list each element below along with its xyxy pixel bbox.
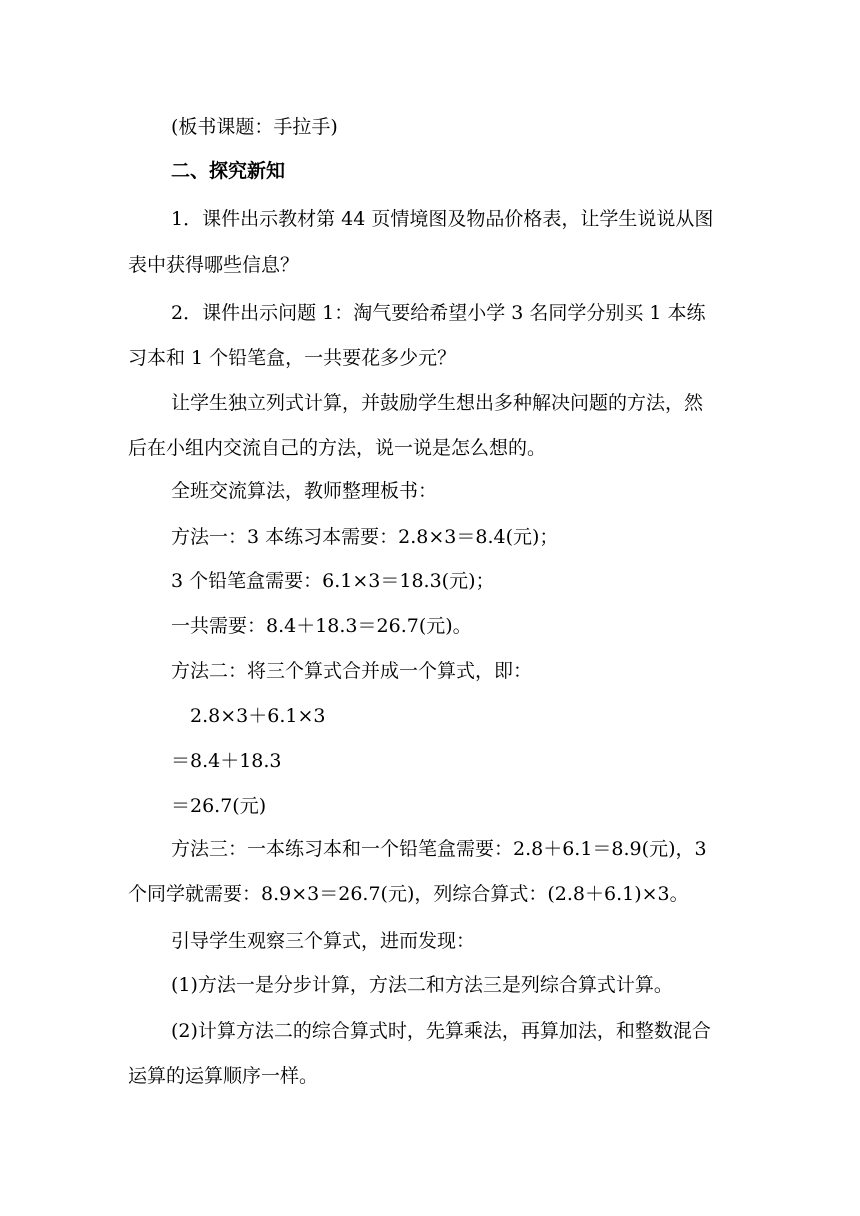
instruction-line2: 后在小组内交流自己的方法，说一说是怎么想的。 bbox=[128, 437, 547, 459]
item1-line2: 表中获得哪些信息？ bbox=[128, 254, 300, 276]
method3-line2: 个同学就需要：8.9×3＝26.7(元)，列综合算式：(2.8＋6.1)×3。 bbox=[128, 883, 689, 905]
method1-line1: 方法一：3 本练习本需要：2.8×3＝8.4(元)； bbox=[171, 526, 559, 548]
finding2-line2: 运算的运算顺序一样。 bbox=[128, 1065, 319, 1087]
instruction-line1: 让学生独立列式计算，并鼓励学生想出多种解决问题的方法，然 bbox=[171, 392, 704, 414]
item1-line1: 1．课件出示教材第 44 页情境图及物品价格表，让学生说说从图 bbox=[171, 208, 714, 230]
method2-intro: 方法二：将三个算式合并成一个算式，即： bbox=[171, 660, 533, 682]
item2-line1: 2．课件出示问题 1：淘气要给希望小学 3 名同学分别买 1 本练 bbox=[171, 302, 706, 324]
method3-line1: 方法三：一本练习本和一个铅笔盒需要：2.8＋6.1＝8.9(元)，3 bbox=[171, 838, 707, 860]
method2-step3: ＝26.7(元) bbox=[171, 795, 267, 817]
method2-step2: ＝8.4＋18.3 bbox=[171, 750, 282, 772]
method2-step1: 2.8×3＋6.1×3 bbox=[190, 705, 326, 727]
class-exchange: 全班交流算法，教师整理板书： bbox=[171, 480, 438, 502]
finding2-line1: (2)计算方法二的综合算式时，先算乘法，再算加法，和整数混合 bbox=[171, 1020, 711, 1042]
guide-text: 引导学生观察三个算式，进而发现： bbox=[171, 930, 476, 952]
board-title: (板书课题：手拉手) bbox=[171, 116, 338, 138]
item2-line2: 习本和 1 个铅笔盒，一共要花多少元？ bbox=[128, 347, 457, 369]
method1-line3: 一共需要：8.4＋18.3＝26.7(元)。 bbox=[171, 615, 472, 637]
section-heading: 二、探究新知 bbox=[171, 160, 286, 182]
finding1: (1)方法一是分步计算，方法二和方法三是列综合算式计算。 bbox=[171, 974, 673, 996]
method1-line2: 3 个铅笔盒需要：6.1×3＝18.3(元)； bbox=[171, 570, 495, 592]
